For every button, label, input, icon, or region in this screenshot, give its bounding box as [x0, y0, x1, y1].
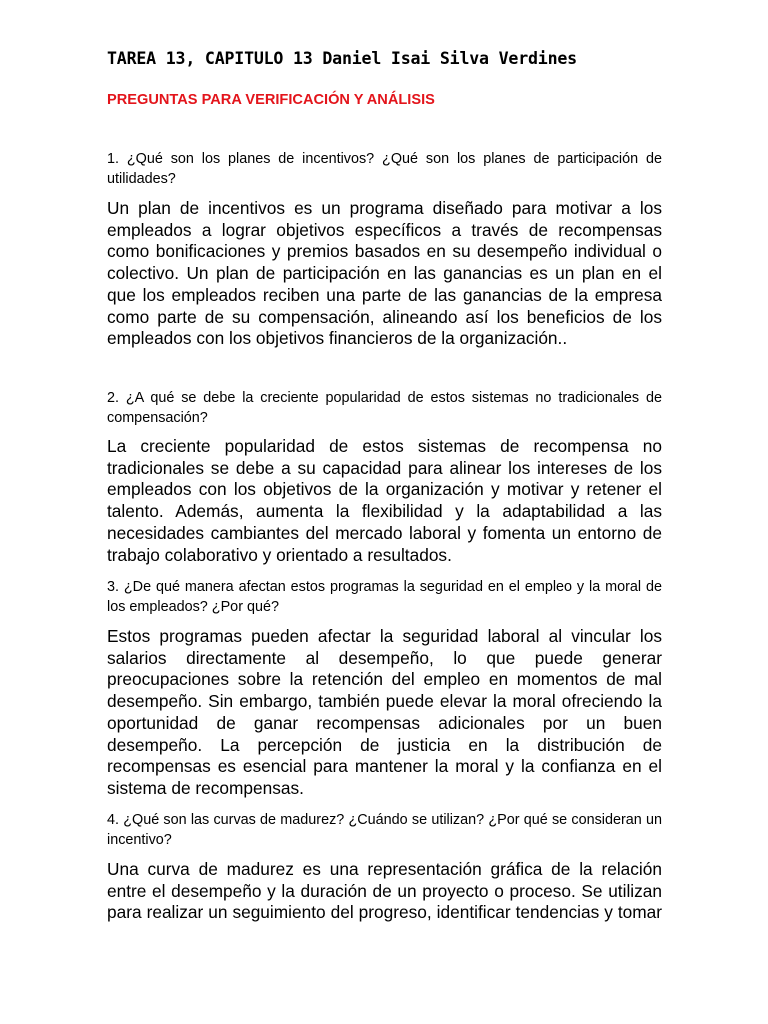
question-3: 3. ¿De qué manera afectan estos programas la seguridad en el empleo y la moral de los empleados? ¿Por qué? [107, 579, 662, 615]
question-1: 1. ¿Qué son los planes de incentivos? ¿Qué son los planes de participación de utilidades? [107, 151, 662, 187]
answer-2: La creciente popularidad de estos sistemas de recompensa no tradicionales se debe a su capacidad para alinear los intereses de los empleados con los objetivos de la organización y motivar y retener el talento. Además, aumenta la flexibilidad y la adaptabilidad a las necesidades cambiantes del mercado laboral y fomenta un entorno de trabajo colaborativo y orientado a resultados. [107, 436, 662, 565]
answer-3: Estos programas pueden afectar la seguridad laboral al vincular los salarios directamente al desempeño, lo que puede generar preocupaciones sobre la retención del empleo en momentos de mal desempeño. Sin embargo, también puede elevar la moral ofreciendo la oportunidad de ganar recompensas adicionales por un buen desempeño. La percepción de justicia en la distribución de recompensas es esencial para mantener la moral y la confianza en el sistema de recompensas. [107, 626, 662, 798]
question-2: 2. ¿A qué se debe la creciente popularidad de estos sistemas no tradicionales de compensación? [107, 390, 662, 426]
document-title: TAREA 13, CAPITULO 13 Daniel Isai Silva Verdines [107, 49, 577, 68]
question-4: 4. ¿Qué son las curvas de madurez? ¿Cuándo se utilizan? ¿Por qué se consideran un incentivo? [107, 812, 662, 848]
answer-1: Un plan de incentivos es un programa diseñado para motivar a los empleados a lograr objetivos específicos a través de recompensas como bonificaciones y premios basados en su desempeño individual o colectivo. Un plan de participación en las ganancias es un plan en el que los empleados reciben una parte de las ganancias de la empresa como parte de su compensación, alineando así los beneficios de los empleados con los objetivos financieros de la organización.. [107, 198, 662, 349]
section-heading: PREGUNTAS PARA VERIFICACIÓN Y ANÁLISIS [107, 92, 435, 108]
document-page [107, 0, 662, 1024]
answer-4: Una curva de madurez es una representación gráfica de la relación entre el desempeño y la duración de un proyecto o proceso. Se utilizan para realizar un seguimiento del progreso, identificar tendencias y tomar [107, 859, 662, 923]
